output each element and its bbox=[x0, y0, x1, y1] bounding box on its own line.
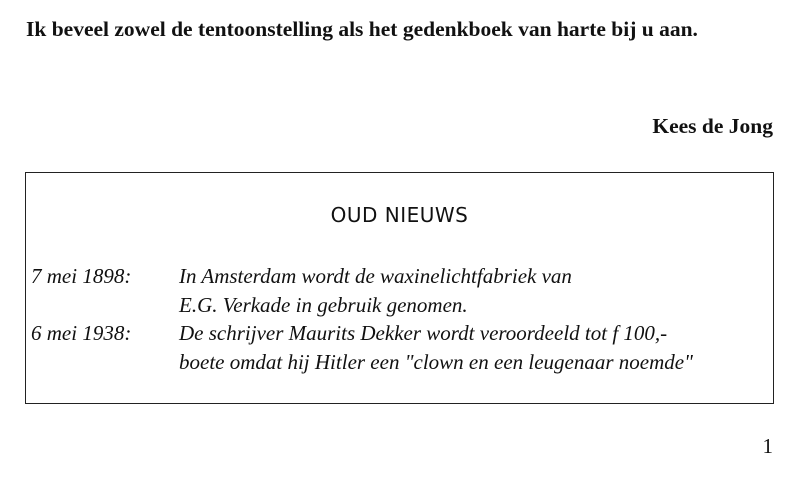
news-box-title: OUD NIEUWS bbox=[330, 203, 469, 227]
signature-name: Kees de Jong bbox=[652, 114, 773, 138]
news-entry-line: De schrijver Maurits Dekker wordt veroordeeld tot f 100,- bbox=[179, 321, 668, 345]
news-entry-date: 7 mei 1898: bbox=[31, 264, 132, 288]
news-entry-text bbox=[179, 319, 766, 376]
news-entry-line: In Amsterdam wordt de waxinelichtfabriek van bbox=[179, 264, 572, 288]
intro-paragraph: Ik beveel zowel de tentoonstelling als het gedenkboek van harte bij u aan. bbox=[26, 17, 698, 41]
page-number: 1 bbox=[762, 434, 773, 458]
news-box bbox=[25, 172, 774, 404]
news-entry-1938 bbox=[31, 319, 766, 376]
news-entry-1898 bbox=[31, 262, 766, 319]
news-entry-line: boete omdat hij Hitler een "clown en een leugenaar noemde" bbox=[179, 349, 693, 374]
news-entry-date: 6 mei 1938: bbox=[31, 321, 132, 345]
news-entry-text bbox=[179, 262, 766, 319]
news-entries bbox=[31, 262, 766, 376]
news-entry-line: E.G. Verkade in gebruik genomen. bbox=[179, 292, 468, 317]
